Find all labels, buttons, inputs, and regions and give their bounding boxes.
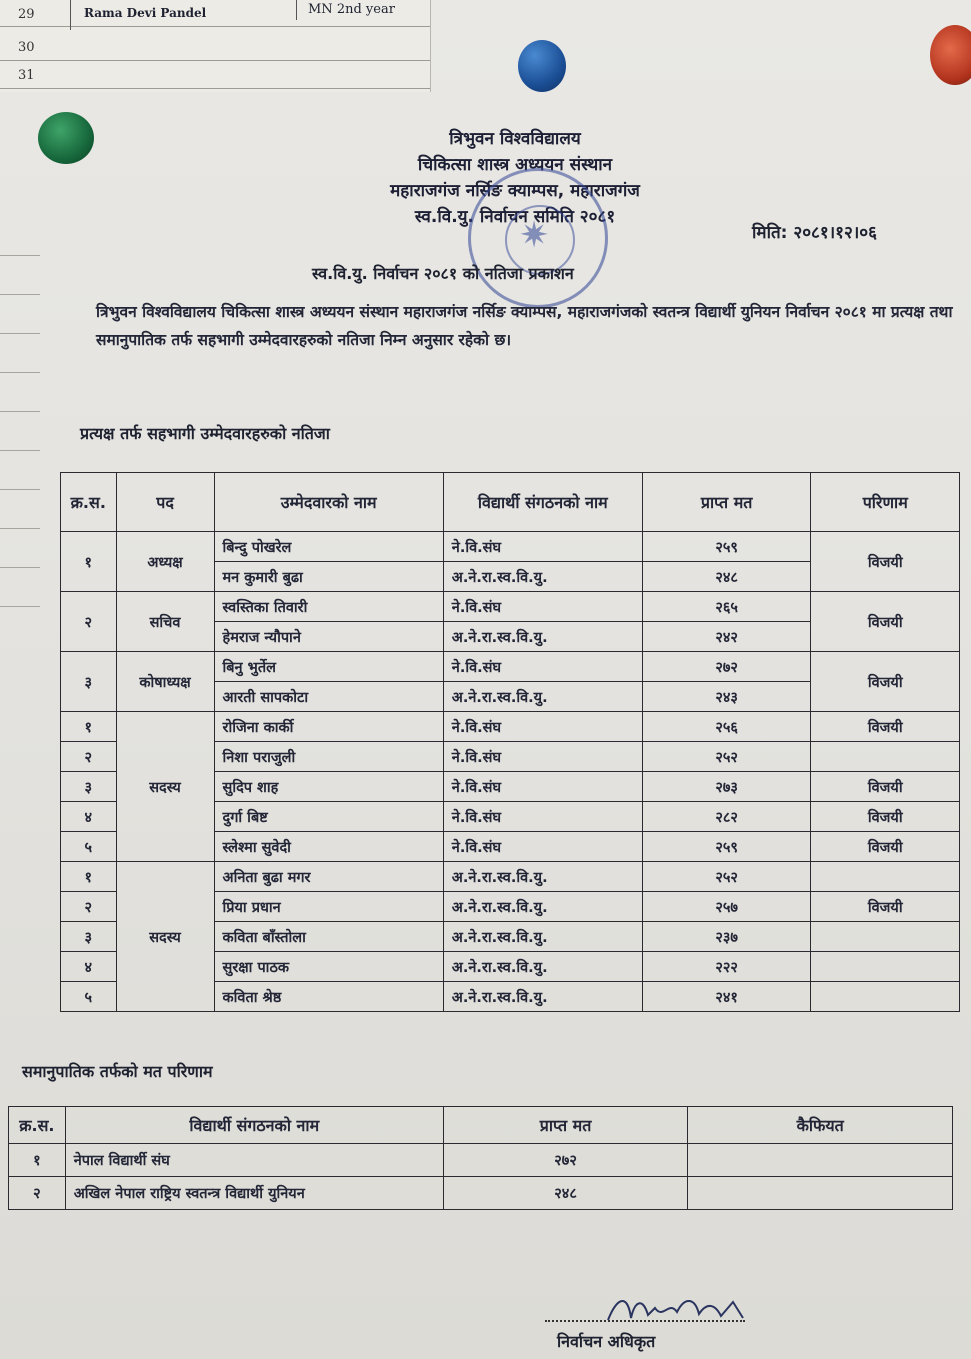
cell-sn: २	[61, 592, 117, 652]
cell-org: अ.ने.रा.स्व.वि.यु.	[443, 952, 642, 982]
cell-name: आरती सापकोटा	[214, 682, 443, 712]
cell-result: विजयी	[811, 892, 960, 922]
cell-org: अ.ने.रा.स्व.वि.यु.	[443, 622, 642, 652]
register-row-num: 30	[18, 40, 35, 55]
cell-org: ने.वि.संघ	[443, 742, 642, 772]
cell-votes: २४१	[642, 982, 811, 1012]
col-candidate: उम्मेदवारको नाम	[214, 473, 443, 532]
table-row	[61, 592, 960, 622]
header-university: त्रिभुवन विश्वविद्यालय	[449, 129, 581, 149]
register-row-year: MN 2nd year	[308, 2, 395, 17]
cell-votes: २७२	[642, 652, 811, 682]
cell-result: विजयी	[811, 532, 960, 592]
table-row	[61, 652, 960, 682]
official-seal-icon: ✷	[468, 168, 608, 308]
cell-votes: २७२	[443, 1144, 688, 1177]
cell-sn: १	[61, 712, 117, 742]
signature-block	[545, 1290, 755, 1352]
cell-org: अ.ने.रा.स्व.वि.यु.	[443, 982, 642, 1012]
cell-org: ने.वि.संघ	[443, 802, 642, 832]
register-row	[0, 0, 430, 27]
col-sn: क्र.स.	[61, 473, 117, 532]
cell-result: विजयी	[811, 772, 960, 802]
table-header-row	[9, 1107, 953, 1144]
col-remarks: कैफियत	[688, 1107, 953, 1144]
cell-name: सुदिप शाह	[214, 772, 443, 802]
cell-sn: ४	[61, 952, 117, 982]
col-result: परिणाम	[811, 473, 960, 532]
cell-name: निशा पराजुली	[214, 742, 443, 772]
notice-date: मिति: २०८१।१२।०६	[752, 223, 877, 243]
cell-name: सुरक्षा पाठक	[214, 952, 443, 982]
header-committee: स्व.वि.यु. निर्वाचन समिति २०८१	[414, 207, 616, 227]
cell-sn: १	[61, 532, 117, 592]
cell-votes: २४३	[642, 682, 811, 712]
col-organization: विद्यार्थी संगठनको नाम	[443, 473, 642, 532]
cell-result	[811, 742, 960, 772]
cell-result	[811, 982, 960, 1012]
cell-org: अखिल नेपाल राष्ट्रिय स्वतन्त्र विद्यार्थी युनियन	[65, 1177, 443, 1210]
blue-pushpin-icon	[518, 40, 566, 92]
register-row-num: 31	[18, 68, 35, 83]
cell-votes: २६५	[642, 592, 811, 622]
cell-result: विजयी	[811, 652, 960, 712]
table-header-row	[61, 473, 960, 532]
cell-sn: ३	[61, 922, 117, 952]
cell-sn: ५	[61, 832, 117, 862]
cell-name: दुर्गा बिष्ट	[214, 802, 443, 832]
cell-sn: १	[9, 1144, 66, 1177]
cell-org: ने.वि.संघ	[443, 652, 642, 682]
cell-org: अ.ने.रा.स्व.वि.यु.	[443, 862, 642, 892]
cell-sn: ४	[61, 802, 117, 832]
cell-result: विजयी	[811, 712, 960, 742]
table-row	[61, 532, 960, 562]
cell-sn: ३	[61, 772, 117, 802]
cell-org: अ.ने.रा.स्व.वि.यु.	[443, 892, 642, 922]
cell-result: विजयी	[811, 832, 960, 862]
cell-result	[811, 922, 960, 952]
cell-votes: २५२	[642, 742, 811, 772]
cell-votes: २२२	[642, 952, 811, 982]
header-institute: चिकित्सा शास्त्र अध्ययन संस्थान	[417, 155, 613, 175]
cell-votes: २५९	[642, 832, 811, 862]
cell-votes: २५२	[642, 862, 811, 892]
cell-votes: २८२	[642, 802, 811, 832]
col-post: पद	[116, 473, 214, 532]
cell-name: कविता श्रेष्ठ	[214, 982, 443, 1012]
cell-org: ने.वि.संघ	[443, 592, 642, 622]
register-row-name: Rama Devi Pandel	[84, 6, 207, 20]
col-votes: प्राप्त मत	[443, 1107, 688, 1144]
cell-name: हेमराज न्यौपाने	[214, 622, 443, 652]
cell-votes: २४८	[642, 562, 811, 592]
table-row	[9, 1177, 953, 1210]
register-row-num: 29	[18, 7, 35, 22]
cell-org: अ.ने.रा.स्व.वि.यु.	[443, 682, 642, 712]
cell-name: रोजिना कार्की	[214, 712, 443, 742]
cell-org: नेपाल विद्यार्थी संघ	[65, 1144, 443, 1177]
signature-scribble-icon	[603, 1290, 753, 1330]
register-row	[0, 34, 430, 61]
cell-votes: २५६	[642, 712, 811, 742]
intro-paragraph: त्रिभुवन विश्वविद्यालय चिकित्सा शास्त्र अध्ययन संस्थान महाराजगंज नर्सिङ क्याम्पस, महाराजगंजको स्वतन्त्र विद्यार्थी युनियन निर्वाचन २०८१ मा प्रत्यक्ष तथा समानुपातिक तर्फ सहभागी उम्मेदवारहरुको नतिजा निम्न अनुसार रहेको छ।	[96, 303, 953, 349]
col-organization: विद्यार्थी संगठनको नाम	[65, 1107, 443, 1144]
cell-post: कोषाध्यक्ष	[116, 652, 214, 712]
cell-result	[811, 952, 960, 982]
table-row	[61, 862, 960, 892]
cell-name: अनिता बुढा मगर	[214, 862, 443, 892]
cell-org: ने.वि.संघ	[443, 532, 642, 562]
cell-name: प्रिया प्रधान	[214, 892, 443, 922]
direct-section-title: प्रत्यक्ष तर्फ सहभागी उम्मेदवारहरुको नतिजा	[80, 424, 330, 443]
cell-sn: २	[61, 892, 117, 922]
cell-votes: २३७	[642, 922, 811, 952]
cell-name: मन कुमारी बुढा	[214, 562, 443, 592]
cell-org: ने.वि.संघ	[443, 832, 642, 862]
cell-name: बिन्दु पोखरेल	[214, 532, 443, 562]
cell-org: अ.ने.रा.स्व.वि.यु.	[443, 562, 642, 592]
cell-votes: २५७	[642, 892, 811, 922]
cell-votes: २५९	[642, 532, 811, 562]
table-row	[9, 1144, 953, 1177]
cell-post: अध्यक्ष	[116, 532, 214, 592]
signature-label: निर्वाचन अधिकृत	[557, 1332, 656, 1351]
cell-name: स्वस्तिका तिवारी	[214, 592, 443, 622]
cell-remark	[688, 1177, 953, 1210]
table-row	[61, 712, 960, 742]
cell-remark	[688, 1144, 953, 1177]
cell-name: कविता बाँस्तोला	[214, 922, 443, 952]
cell-votes: २४८	[443, 1177, 688, 1210]
col-sn: क्र.स.	[9, 1107, 66, 1144]
cell-post: सचिव	[116, 592, 214, 652]
cell-sn: ५	[61, 982, 117, 1012]
cell-post: सदस्य	[116, 712, 214, 862]
direct-results-table	[60, 472, 960, 1012]
cell-result: विजयी	[811, 802, 960, 832]
cell-sn: २	[9, 1177, 66, 1210]
cell-org: ने.वि.संघ	[443, 712, 642, 742]
cell-org: अ.ने.रा.स्व.वि.यु.	[443, 922, 642, 952]
red-pushpin-icon	[930, 25, 971, 85]
cell-result	[811, 862, 960, 892]
header-campus: महाराजगंज नर्सिङ क्याम्पस, महाराजगंज	[390, 181, 640, 201]
cell-result: विजयी	[811, 592, 960, 652]
cell-org: ने.वि.संघ	[443, 772, 642, 802]
green-pushpin-icon	[38, 112, 94, 164]
cell-post: सदस्य	[116, 862, 214, 1012]
proportional-results-table	[8, 1106, 953, 1210]
underlying-register-sheet	[0, 0, 431, 92]
proportional-section-title: समानुपातिक तर्फको मत परिणाम	[22, 1062, 213, 1081]
announcement-title: स्व.वि.यु. निर्वाचन २०८१ को नतिजा प्रकाशन	[312, 264, 574, 283]
col-votes: प्राप्त मत	[642, 473, 811, 532]
cell-sn: १	[61, 862, 117, 892]
cell-votes: २४२	[642, 622, 811, 652]
cell-votes: २७३	[642, 772, 811, 802]
cell-sn: २	[61, 742, 117, 772]
cell-name: बिनु भुर्तेल	[214, 652, 443, 682]
register-row	[0, 62, 430, 89]
left-edge-lines	[0, 255, 40, 645]
cell-name: स्लेश्मा सुवेदी	[214, 832, 443, 862]
cell-sn: ३	[61, 652, 117, 712]
